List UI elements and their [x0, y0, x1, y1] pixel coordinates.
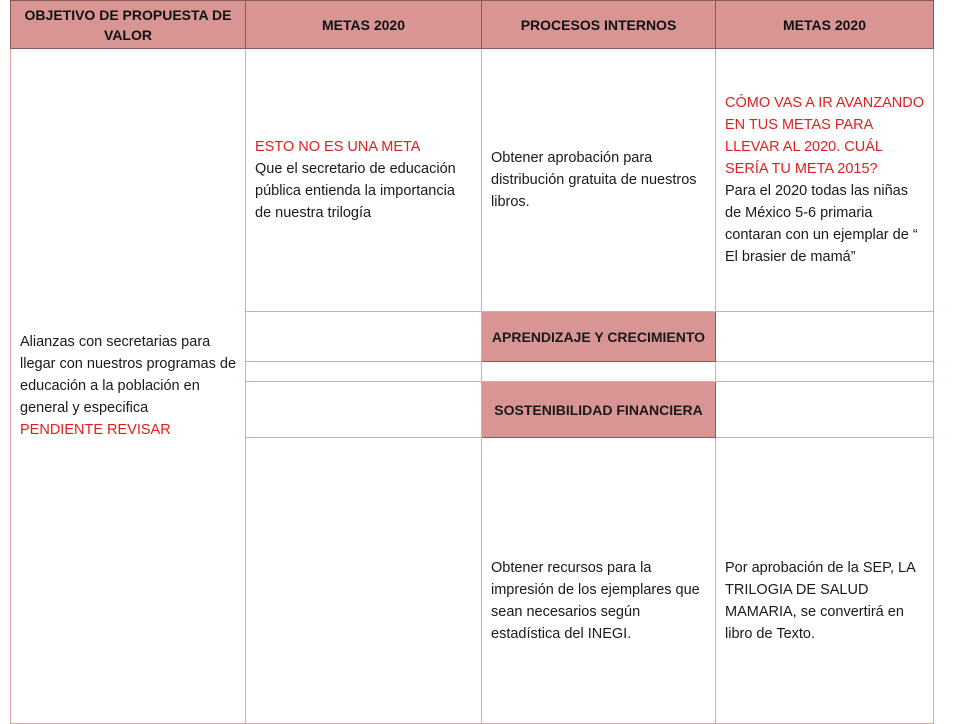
empty-cell — [716, 362, 934, 382]
header-procesos-internos: PROCESOS INTERNOS — [482, 1, 716, 49]
meta2-note: CÓMO VAS A IR AVANZANDO EN TUS METAS PARA LLEVAR AL 2020. CUÁL SERÍA TU META 2015? — [725, 95, 925, 177]
empty-cell — [716, 312, 934, 362]
empty-cell — [246, 382, 482, 438]
meta2-cell — [716, 49, 934, 312]
objective-note: PENDIENTE REVISAR — [20, 422, 171, 438]
meta2-text: Para el 2020 todas las niñas de México 5-6 primaria contaran con un ejemplar de “ El brasier de mamá” — [725, 183, 918, 265]
empty-cell — [246, 362, 482, 382]
strategy-table — [10, 0, 934, 724]
meta-last-cell: Por aprobación de la SEP, LA TRILOGIA DE SALUD MAMARIA, se convertirá en libro de Texto. — [716, 438, 934, 724]
meta-note: ESTO NO ES UNA META — [255, 139, 421, 155]
objective-cell — [11, 49, 246, 724]
empty-cell — [482, 362, 716, 382]
section-sostenibilidad: SOSTENIBILIDAD FINANCIERA — [482, 382, 716, 438]
meta-cell — [246, 49, 482, 312]
header-objetivo: OBJETIVO DE PROPUESTA DE VALOR — [11, 1, 246, 49]
proceso-last-cell: Obtener recursos para la impresión de los ejemplares que sean necesarios según estadística del INEGI. — [482, 438, 716, 724]
empty-cell — [246, 438, 482, 724]
empty-cell — [716, 382, 934, 438]
header-metas-2020: METAS 2020 — [246, 1, 482, 49]
proceso-cell: Obtener aprobación para distribución gratuita de nuestros libros. — [482, 49, 716, 312]
table-row — [11, 49, 934, 312]
objective-text: Alianzas con secretarias para llegar con nuestros programas de educación a la población en general y especifica — [20, 334, 237, 416]
meta-text: Que el secretario de educación pública entienda la importancia de nuestra trilogía — [255, 161, 456, 221]
empty-cell — [246, 312, 482, 362]
section-aprendizaje: APRENDIZAJE Y CRECIMIENTO — [482, 312, 716, 362]
header-metas-2020-b: METAS 2020 — [716, 1, 934, 49]
header-row — [11, 1, 934, 49]
